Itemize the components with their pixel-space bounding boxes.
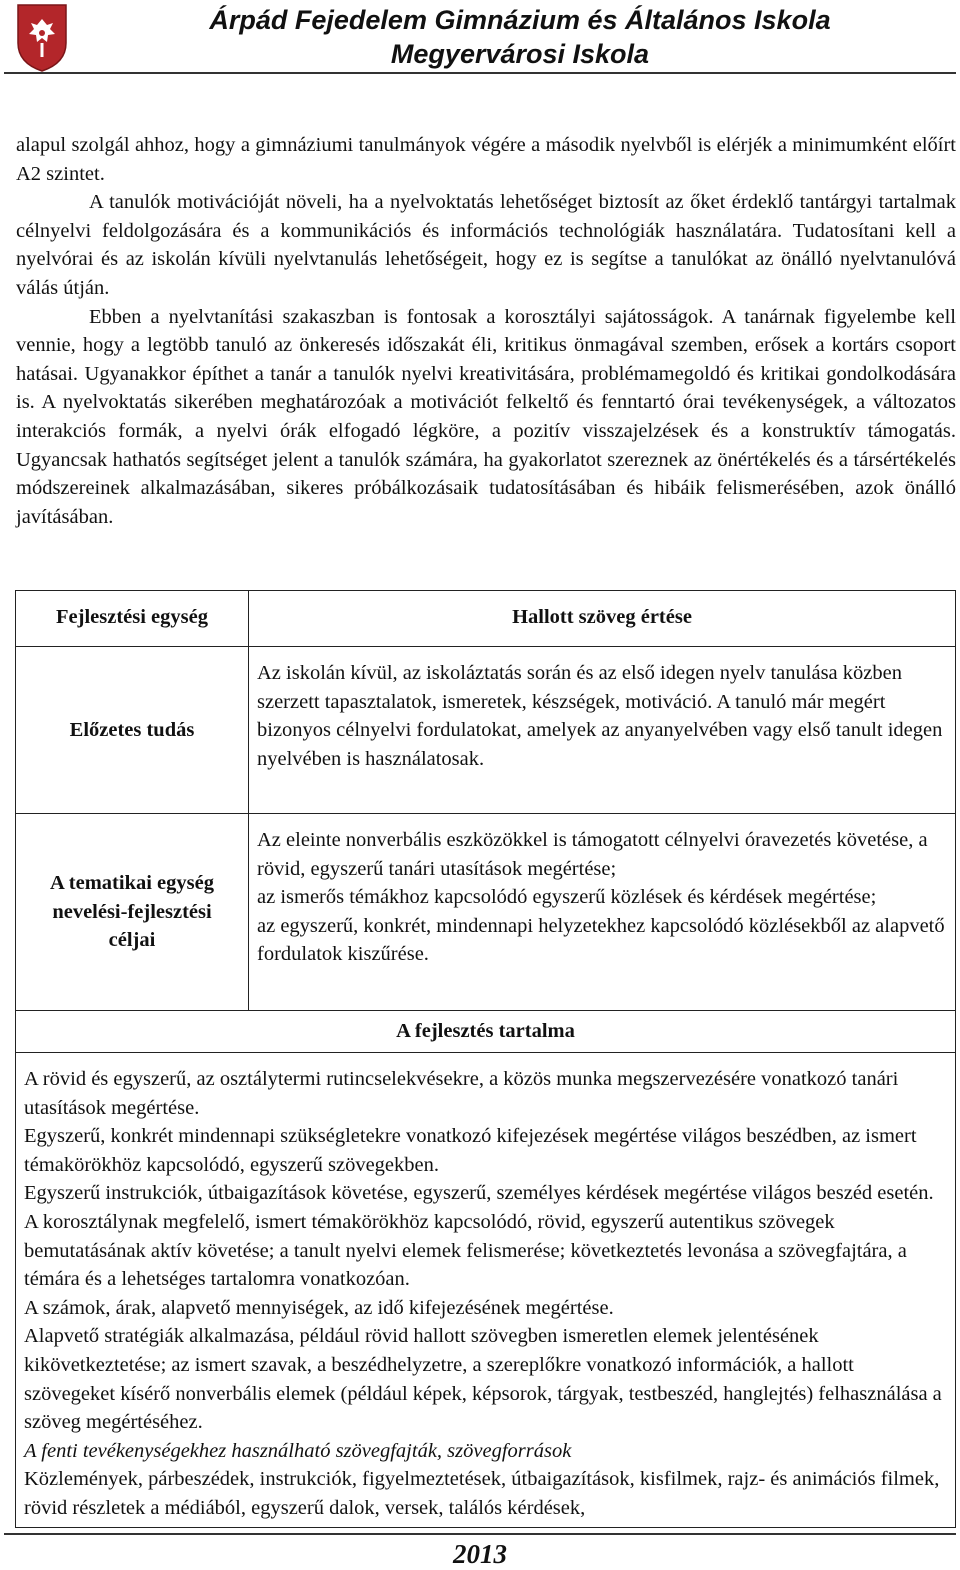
prior-knowledge-label: Előzetes tudás xyxy=(16,647,249,814)
sources-heading: A fenti tevékenységekhez használható szövegfajták, szövegforrások xyxy=(24,1439,572,1462)
table-row xyxy=(16,814,956,1011)
goals-label-text: A tematikai egység nevelési-fejlesztési céljai xyxy=(50,872,214,952)
goal-line: az ismerős témákhoz kapcsolódó egyszerű közlések és kérdések megértése; xyxy=(257,886,877,909)
development-unit-table xyxy=(15,590,956,1528)
content-line: Alapvető stratégiák alkalmazása, például rövid hallott szövegben ismeretlen elemek jelentésének kikövetkeztetése; az ismert szavak, a beszédhelyzetre, a szereplőkre vonatkozó információk, a hallott szövegeket kísérő nonverbális elemek (például képek, képsorok, tárgyak, testbeszéd, hanglejtés) felhasználása a szöveg megértéséhez. xyxy=(24,1325,942,1434)
paragraph: alapul szolgál ahhoz, hogy a gimnáziumi tanulmányok végére a második nyelvből is elérjék a minimumként előírt A2 szintet. xyxy=(16,134,956,185)
content-line: A számok, árak, alapvető mennyiségek, az idő kifejezésének megértése. xyxy=(24,1296,614,1319)
table-row xyxy=(16,1011,956,1053)
header-divider xyxy=(4,72,956,74)
content-header: A fejlesztés tartalma xyxy=(16,1011,956,1053)
table-row xyxy=(16,591,956,647)
unit-label: Fejlesztési egység xyxy=(16,591,249,647)
goal-line: az egyszerű, konkrét, mindennapi helyzetekhez kapcsolódó közlésekből az alapvető fordulatok kiszűrése. xyxy=(257,914,945,966)
goals-label xyxy=(16,814,249,1011)
page-header xyxy=(0,0,960,76)
content-line: A rövid és egyszerű, az osztálytermi rutincselekvésekre, a közös munka megszervezésére vonatkozó tanári utasítások megértése. xyxy=(24,1068,899,1119)
content-line: Egyszerű, konkrét mindennapi szükségletekre vonatkozó kifejezések megértése világos beszédben, az ismert témakörökhöz kapcsolódó, egyszerű szövegekben. xyxy=(24,1125,917,1176)
school-name-line1: Árpád Fejedelem Gimnázium és Általános Iskola xyxy=(209,5,831,35)
content-line: Egyszerű instrukciók, útbaigazítások követése, egyszerű, személyes kérdések megértése világos beszéd esetén. xyxy=(24,1182,934,1205)
table-row xyxy=(16,647,956,814)
content-line: A korosztálynak megfelelő, ismert témakörökhöz kapcsolódó, rövid, egyszerű autentikus szövegek bemutatásának aktív követése; a tanult nyelvi elemek felismerése; következtetés levonása a szövegfajtára, a témára és a lehetséges tartalomra vonatkozóan. xyxy=(24,1210,907,1291)
school-name-line2: Megyervárosi Iskola xyxy=(390,39,650,69)
goal-line: Az eleinte nonverbális eszközökkel is támogatott célnyelvi óravezetés követése, a rövid, egyszerű tanári utasítások megértése; xyxy=(257,829,928,880)
unit-title: Hallott szöveg értése xyxy=(249,591,956,647)
sources-text: Közlemények, párbeszédek, instrukciók, figyelmeztetések, útbaigazítások, kisfilmek, rajz- és animációs filmek, rövid részletek a médiából, egyszerű dalok, versek, találós kérdések, xyxy=(24,1468,940,1519)
goals-text xyxy=(249,814,956,1011)
school-crest-icon xyxy=(16,3,68,73)
table-row xyxy=(16,1053,956,1528)
body-text xyxy=(16,131,956,531)
content-body xyxy=(16,1053,956,1528)
footer-year: 2013 xyxy=(453,1539,507,1569)
prior-knowledge-text: Az iskolán kívül, az iskoláztatás során és az első idegen nyelv tanulása közben szerzett tapasztalatok, ismeretek, készségek, motiváció. A tanuló már megért bizonyos célnyelvi fordulatokat, amelyek az anyanyelvében vagy első tanult idegen nyelvében is használatosak. xyxy=(249,647,956,814)
paragraph: Ebben a nyelvtanítási szakaszban is fontosak a korosztályi sajátosságok. A tanárnak figyelembe kell vennie, hogy a legtöbb tanuló az önkeresés időszakát éli, kritikus önmagával szemben, erősek a kortárs csoport hatásai. Ugyanakkor építhet a tanár a tanulók nyelvi kreativitására, problémamegoldó és kritikai gondolkodására is. A nyelvoktatás sikerében meghatározóak a motivációt felkeltő és fenntartó órai tevékenységek, a változatos interakciós formák, a nyelvi órák elfogadó légköre, a pozitív visszajelzések és a konstruktív támogatás. Ugyancsak hathatós segítséget jelent a tanulók számára, ha gyakorlatot szereznek az önértékelés és a társértékelés módszereinek alkalmazásában, sikeres próbálkozásaik tudatosításában és hibáik felismerésében, azok önálló javításában. xyxy=(16,305,956,528)
paragraph: A tanulók motivációját növeli, ha a nyelvoktatás lehetőséget biztosít az őket érdeklő tantárgyi tartalmak célnyelvi feldolgozására és a kommunikációs és információs technológiák használatára. Tudatosítani kell a nyelvórai és az iskolán kívüli nyelvtanulás lehetőségeit, hogy ez is segítse a tanulókat az önálló nyelvtanulóvá válás útján. xyxy=(16,191,956,299)
footer-divider xyxy=(4,1533,956,1535)
